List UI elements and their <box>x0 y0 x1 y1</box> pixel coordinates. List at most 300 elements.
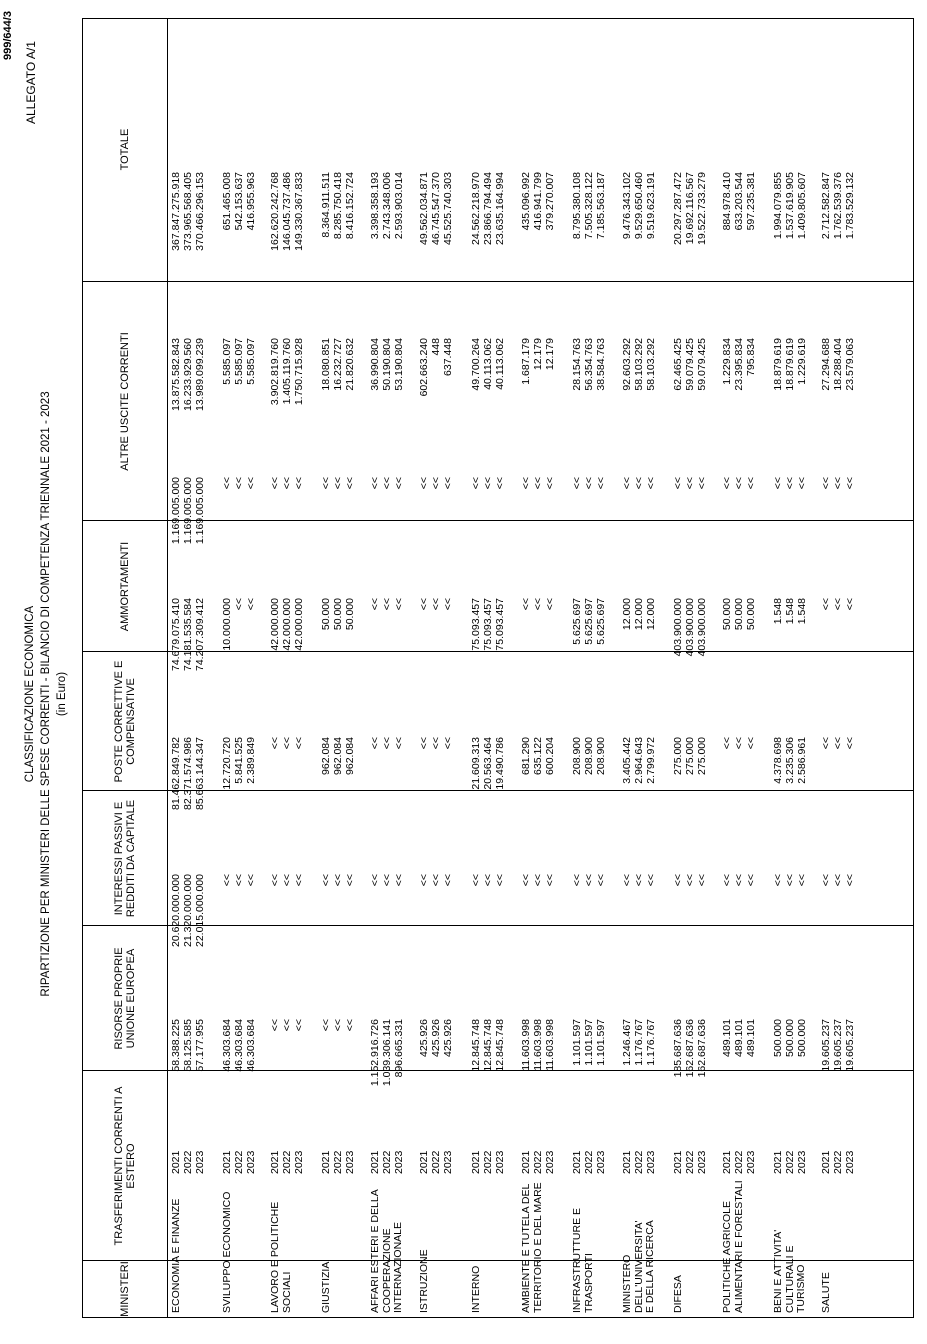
value-cell-interessi: 275.000 <box>683 737 696 775</box>
value-cell-totale: 7.185.563.187 <box>594 172 607 240</box>
value-cell-interessi: 600.204 <box>543 737 556 775</box>
value-cell-risorse-ue: << <box>621 874 633 887</box>
value-cell-altre-uscite: 18.080.851 <box>320 338 332 391</box>
value-cell-totale: 379.270.007 <box>543 172 556 231</box>
value-cell-poste-correttive: 5.625.697 <box>594 598 607 645</box>
value-cell-ammortamenti: 1.169.005.000 <box>193 477 206 545</box>
value-cell-risorse-ue: << <box>672 874 684 887</box>
value-cell-interessi: << <box>269 737 281 750</box>
value-cell-interessi: 85.663.144.347 <box>193 737 206 810</box>
ministry-name <box>622 1179 657 1313</box>
value-cell-trasferimenti: 46.303.684 <box>221 1019 233 1072</box>
value-cell-risorse-ue: << <box>232 874 245 887</box>
value-cell-poste-correttive: 42.000.000 <box>280 598 293 651</box>
value-cell-ammortamenti: << <box>820 477 832 490</box>
ministry-name-line: ALIMENTARI E FORESTALI <box>732 1180 745 1313</box>
value-cell-ammortamenti: 1.169.005.000 <box>181 477 194 545</box>
value-cell-interessi: 962.084 <box>331 737 344 775</box>
value-cell-altre-uscite: 53.190.804 <box>392 338 405 391</box>
value-cell-ammortamenti: << <box>493 477 506 490</box>
ministry-name-line: TURISMO <box>795 1264 807 1313</box>
value-cell-altre-uscite: 1.750.715.928 <box>292 338 305 406</box>
year-cell: 2021 <box>269 1150 281 1174</box>
value-cell-risorse-ue: << <box>418 874 430 887</box>
year-cell: 2023 <box>543 1150 556 1174</box>
value-cell-trasferimenti: 11.603.998 <box>543 1019 556 1071</box>
value-cell-trasferimenti: 1.246.467 <box>621 1019 633 1066</box>
value-cell-interessi: 20.563.464 <box>481 737 494 790</box>
year-cell: 2023 <box>244 1150 257 1174</box>
year-cell: 2023 <box>594 1150 607 1174</box>
value-cell-ammortamenti: << <box>543 477 556 490</box>
value-cell-totale: 45.525.740.303 <box>441 172 454 245</box>
value-cell-altre-uscite: 12.179 <box>543 338 556 371</box>
value-cell-altre-uscite: 602.663.240 <box>418 338 430 397</box>
value-cell-ammortamenti: << <box>683 477 696 490</box>
value-cell-poste-correttive: << <box>441 598 454 611</box>
value-cell-interessi: 3.235.306 <box>783 737 796 784</box>
value-cell-poste-correttive: 74.207.309.412 <box>193 598 206 671</box>
value-cell-altre-uscite: 92.603.292 <box>621 338 633 391</box>
ministry-name <box>673 1179 685 1313</box>
value-cell-interessi: 962.084 <box>320 737 332 775</box>
value-cell-interessi: 208.900 <box>571 737 583 775</box>
value-cell-altre-uscite: 40.113.062 <box>481 338 494 390</box>
value-cell-altre-uscite: 40.113.062 <box>493 338 506 390</box>
value-cell-risorse-ue: << <box>392 874 405 887</box>
value-cell-poste-correttive: 50.000 <box>732 598 745 631</box>
value-cell-altre-uscite: 62.465.425 <box>672 338 684 391</box>
ministry-name <box>821 1179 833 1313</box>
value-cell-ammortamenti: << <box>783 477 796 490</box>
ministry-name <box>321 1179 333 1313</box>
value-cell-interessi: << <box>429 737 442 750</box>
ministry-name-line: POLITICHE AGRICOLE <box>721 1200 733 1313</box>
ministry-name <box>270 1179 293 1313</box>
value-cell-altre-uscite: 23.579.063 <box>843 338 856 391</box>
ministry-name <box>521 1179 544 1313</box>
value-cell-interessi: << <box>392 737 405 750</box>
value-cell-ammortamenti: << <box>772 477 784 490</box>
value-cell-trasferimenti: 489.101 <box>744 1019 757 1057</box>
value-cell-totale: 19.522.733.279 <box>695 172 708 245</box>
year-cell: 2022 <box>632 1150 645 1174</box>
value-cell-altre-uscite: 58.103.292 <box>644 338 657 391</box>
value-cell-altre-uscite: 1.229.619 <box>795 338 808 385</box>
year-cell: 2022 <box>232 1150 245 1174</box>
column-header-poste-correttive: POSTE CORRETTIVE E COMPENSATIVE <box>113 660 137 783</box>
value-cell-altre-uscite: 18.879.619 <box>772 338 784 391</box>
year-cell: 2023 <box>843 1150 856 1174</box>
value-cell-ammortamenti: << <box>672 477 684 490</box>
ministry-name <box>572 1179 595 1313</box>
value-cell-poste-correttive: << <box>543 598 556 611</box>
value-cell-trasferimenti: 1.176.767 <box>644 1019 657 1066</box>
value-cell-altre-uscite: 49.700.264 <box>470 338 482 391</box>
value-cell-risorse-ue: << <box>292 874 305 887</box>
value-cell-interessi: 21.609.313 <box>470 737 482 790</box>
value-cell-altre-uscite: 5.585.097 <box>232 338 245 385</box>
value-cell-trasferimenti: 1.101.597 <box>571 1019 583 1066</box>
value-cell-altre-uscite: 21.820.632 <box>343 338 356 391</box>
column-header-totale: TOTALE <box>119 128 131 171</box>
value-cell-poste-correttive: 42.000.000 <box>269 598 281 651</box>
ministry-name-line: INFRASTRUTTURE E <box>571 1208 583 1313</box>
value-cell-trasferimenti: 500.000 <box>772 1019 784 1057</box>
year-cell: 2021 <box>672 1150 684 1174</box>
value-cell-trasferimenti: 12.845.748 <box>470 1019 482 1072</box>
value-cell-poste-correttive: 50.000 <box>744 598 757 631</box>
value-cell-interessi: << <box>441 737 454 750</box>
year-cell: 2022 <box>481 1150 494 1174</box>
ministry-name-line: MINISTERO DELL'UNIVERSITA' <box>621 1220 645 1313</box>
year-cell: 2022 <box>181 1150 194 1174</box>
value-cell-altre-uscite: 28.154.763 <box>571 338 583 391</box>
year-cell: 2021 <box>820 1150 832 1174</box>
value-cell-totale: 633.203.544 <box>732 172 745 231</box>
year-cell: 2022 <box>531 1150 544 1174</box>
value-cell-interessi: 681.290 <box>520 737 532 775</box>
value-cell-poste-correttive: << <box>244 598 257 611</box>
value-cell-altre-uscite: 448 <box>429 338 442 356</box>
value-cell-ammortamenti: << <box>280 477 293 490</box>
value-cell-risorse-ue: << <box>221 874 233 887</box>
year-cell: 2021 <box>520 1150 532 1174</box>
value-cell-poste-correttive: << <box>392 598 405 611</box>
value-cell-interessi: 81.462.849.782 <box>170 737 182 810</box>
value-cell-ammortamenti: << <box>695 477 708 490</box>
value-cell-trasferimenti: 46.303.684 <box>244 1019 257 1072</box>
value-cell-risorse-ue: << <box>520 874 532 887</box>
value-cell-totale: 8.416.152.724 <box>343 172 356 240</box>
value-cell-trasferimenti: 57.177.955 <box>193 1019 206 1072</box>
value-cell-trasferimenti: 425.926 <box>441 1019 454 1057</box>
value-cell-trasferimenti: 185.687.636 <box>672 1019 684 1078</box>
column-header-trasferimenti: TRASFERIMENTI CORRENTI A ESTERO <box>113 1086 137 1246</box>
value-cell-ammortamenti: << <box>831 477 844 490</box>
value-cell-risorse-ue: << <box>772 874 784 887</box>
value-cell-trasferimenti: << <box>331 1019 344 1032</box>
value-cell-trasferimenti: << <box>343 1019 356 1032</box>
value-cell-altre-uscite: 36.990.804 <box>369 338 381 391</box>
value-cell-risorse-ue: << <box>470 874 482 887</box>
value-cell-trasferimenti: 162.687.636 <box>695 1019 708 1078</box>
value-cell-poste-correttive: << <box>418 598 430 611</box>
value-cell-poste-correttive: 5.625.697 <box>582 598 595 645</box>
value-cell-poste-correttive: << <box>820 598 832 611</box>
title-line-classification: CLASSIFICAZIONE ECONOMICA <box>24 605 36 783</box>
value-cell-altre-uscite: 13.875.582.843 <box>170 338 182 411</box>
value-cell-trasferimenti: 162.687.636 <box>683 1019 696 1078</box>
value-cell-ammortamenti: << <box>429 477 442 490</box>
value-cell-risorse-ue: << <box>732 874 745 887</box>
value-cell-interessi: 2.799.972 <box>644 737 657 784</box>
value-cell-totale: 46.745.547.370 <box>429 172 442 245</box>
value-cell-totale: 416.955.963 <box>244 172 257 231</box>
year-cell: 2022 <box>280 1150 293 1174</box>
value-cell-ammortamenti: << <box>392 477 405 490</box>
value-cell-trasferimenti: 489.101 <box>732 1019 745 1057</box>
value-cell-interessi: << <box>380 737 393 750</box>
value-cell-totale: 49.562.034.871 <box>418 172 430 245</box>
value-cell-trasferimenti: 19.605.237 <box>831 1019 844 1072</box>
value-cell-totale: 2.593.903.014 <box>392 172 405 240</box>
value-cell-totale: 597.235.381 <box>744 172 757 231</box>
value-cell-ammortamenti: << <box>795 477 808 490</box>
value-cell-risorse-ue: << <box>683 874 696 887</box>
year-cell: 2021 <box>470 1150 482 1174</box>
ministry-name-line: INTERNAZIONALE <box>392 1221 404 1313</box>
value-cell-trasferimenti: 58.125.585 <box>181 1019 194 1072</box>
value-cell-interessi: 275.000 <box>672 737 684 775</box>
value-cell-risorse-ue: 22.015.000.000 <box>193 874 206 947</box>
value-cell-trasferimenti: 12.845.748 <box>493 1019 506 1072</box>
value-cell-risorse-ue: << <box>594 874 607 887</box>
value-cell-risorse-ue: << <box>244 874 257 887</box>
value-cell-interessi: << <box>369 737 381 750</box>
ministry-name-line: LAVORO E POLITICHE SOCIALI <box>269 1201 293 1313</box>
value-cell-risorse-ue: 20.620.000.000 <box>170 874 182 947</box>
value-cell-ammortamenti: << <box>331 477 344 490</box>
value-cell-interessi: << <box>744 737 757 750</box>
value-cell-interessi: 2.964.643 <box>632 737 645 784</box>
document-title <box>22 194 70 1194</box>
value-cell-ammortamenti: << <box>292 477 305 490</box>
value-cell-totale: 146.045.737.486 <box>280 172 293 251</box>
value-cell-totale: 162.620.242.768 <box>269 172 281 251</box>
value-cell-altre-uscite: 18.879.619 <box>783 338 796 391</box>
value-cell-trasferimenti: 46.303.684 <box>232 1019 245 1072</box>
value-cell-altre-uscite: 3.902.819.760 <box>269 338 281 406</box>
value-cell-poste-correttive: 5.625.697 <box>571 598 583 645</box>
value-cell-totale: 23.635.164.994 <box>493 172 506 245</box>
ministry-name <box>171 1179 183 1313</box>
value-cell-interessi: 275.000 <box>695 737 708 775</box>
value-cell-poste-correttive: 50.000 <box>343 598 356 631</box>
value-cell-risorse-ue: << <box>543 874 556 887</box>
ministry-name <box>370 1179 405 1313</box>
value-cell-interessi: << <box>418 737 430 750</box>
value-cell-totale: 149.330.367.833 <box>292 172 305 251</box>
value-cell-poste-correttive: 1.548 <box>795 598 808 625</box>
value-cell-interessi: << <box>843 737 856 750</box>
value-cell-totale: 7.505.328.122 <box>582 172 595 240</box>
ministry-name <box>773 1179 808 1313</box>
value-cell-ammortamenti: << <box>441 477 454 490</box>
value-cell-trasferimenti: << <box>320 1019 332 1032</box>
value-cell-ammortamenti: << <box>232 477 245 490</box>
value-cell-ammortamenti: 1.169.005.000 <box>170 477 182 545</box>
value-cell-trasferimenti: 500.000 <box>783 1019 796 1057</box>
page-code: 999/644/3 <box>2 11 14 60</box>
value-cell-interessi: 4.378.698 <box>772 737 784 784</box>
value-cell-trasferimenti: 19.605.237 <box>843 1019 856 1072</box>
value-cell-totale: 651.465.008 <box>221 172 233 231</box>
value-cell-risorse-ue: << <box>571 874 583 887</box>
value-cell-totale: 23.866.794.494 <box>481 172 494 245</box>
value-cell-trasferimenti: 1.176.767 <box>632 1019 645 1066</box>
year-cell: 2022 <box>331 1150 344 1174</box>
value-cell-totale: 1.783.529.132 <box>843 172 856 240</box>
value-cell-totale: 373.965.568.405 <box>181 172 194 251</box>
value-cell-altre-uscite: 23.395.834 <box>732 338 745 391</box>
value-cell-altre-uscite: 5.585.097 <box>244 338 257 385</box>
ministry-name-line: TERRITORIO E DEL MARE <box>531 1182 544 1313</box>
value-cell-ammortamenti: << <box>732 477 745 490</box>
value-cell-ammortamenti: << <box>244 477 257 490</box>
year-cell: 2023 <box>744 1150 757 1174</box>
value-cell-trasferimenti: 1.101.597 <box>594 1019 607 1066</box>
value-cell-altre-uscite: 637.448 <box>441 338 454 376</box>
value-cell-totale: 8.285.750.418 <box>331 172 344 240</box>
value-cell-altre-uscite: 16.232.727 <box>331 338 344 391</box>
year-cell: 2021 <box>772 1150 784 1174</box>
ministry-name-line: E DELLA RICERCA <box>644 1220 656 1313</box>
ministry-name-line: DIFESA <box>672 1275 684 1313</box>
value-cell-interessi: 2.586.961 <box>795 737 808 784</box>
year-cell: 2021 <box>320 1150 332 1174</box>
value-cell-risorse-ue: << <box>320 874 332 887</box>
value-cell-interessi: 19.490.786 <box>493 737 506 790</box>
value-cell-totale: 416.941.799 <box>531 172 544 231</box>
annex-label: ALLEGATO A/1 <box>24 41 38 124</box>
ministry-name-line: AMBIENTE E TUTELA DEL <box>520 1183 532 1313</box>
value-cell-risorse-ue: << <box>783 874 796 887</box>
value-cell-ammortamenti: << <box>571 477 583 490</box>
value-cell-poste-correttive: << <box>520 598 532 611</box>
value-cell-totale: 8.364.911.511 <box>320 172 332 238</box>
year-cell: 2023 <box>392 1150 405 1174</box>
value-cell-risorse-ue: << <box>721 874 733 887</box>
value-cell-poste-correttive: << <box>232 598 245 611</box>
year-cell: 2021 <box>721 1150 733 1174</box>
value-cell-trasferimenti: << <box>280 1019 293 1032</box>
column-header-altre-uscite: ALTRE USCITE CORRENTI <box>119 332 131 471</box>
year-cell: 2023 <box>292 1150 305 1174</box>
value-cell-poste-correttive: << <box>429 598 442 611</box>
value-cell-totale: 1.994.079.855 <box>772 172 784 240</box>
value-cell-altre-uscite: 16.233.929.560 <box>181 338 194 411</box>
value-cell-risorse-ue: << <box>441 874 454 887</box>
value-cell-interessi: 208.900 <box>582 737 595 775</box>
value-cell-poste-correttive: 403.900.000 <box>683 598 696 657</box>
value-cell-risorse-ue: << <box>820 874 832 887</box>
value-cell-risorse-ue: << <box>632 874 645 887</box>
ministry-name <box>222 1179 234 1313</box>
value-cell-altre-uscite: 27.294.688 <box>820 338 832 391</box>
value-cell-interessi: 208.900 <box>594 737 607 775</box>
value-cell-interessi: 3.405.442 <box>621 737 633 784</box>
value-cell-trasferimenti: 1.039.306.141 <box>380 1019 393 1087</box>
value-cell-poste-correttive: << <box>531 598 544 611</box>
value-cell-altre-uscite: 59.079.425 <box>695 338 708 391</box>
value-cell-altre-uscite: 1.687.179 <box>520 338 532 385</box>
title-line-unit: (in Euro) <box>56 671 68 717</box>
value-cell-altre-uscite: 56.354.763 <box>582 338 595 391</box>
year-cell: 2022 <box>582 1150 595 1174</box>
value-cell-trasferimenti: 500.000 <box>795 1019 808 1057</box>
value-cell-trasferimenti: 58.388.225 <box>170 1019 182 1072</box>
ministry-name-line: COOPERAZIONE <box>380 1228 393 1313</box>
value-cell-altre-uscite: 38.584.763 <box>594 338 607 391</box>
value-cell-totale: 1.762.539.376 <box>831 172 844 240</box>
value-cell-poste-correttive: 403.900.000 <box>672 598 684 657</box>
value-cell-poste-correttive: 1.548 <box>783 598 796 625</box>
value-cell-trasferimenti: 1.152.916.726 <box>369 1019 381 1087</box>
value-cell-risorse-ue: << <box>481 874 494 887</box>
value-cell-ammortamenti: << <box>594 477 607 490</box>
value-cell-ammortamenti: << <box>644 477 657 490</box>
value-cell-altre-uscite: 18.288.404 <box>831 338 844 391</box>
value-cell-ammortamenti: << <box>843 477 856 490</box>
value-cell-risorse-ue: << <box>531 874 544 887</box>
value-cell-poste-correttive: 75.093.457 <box>470 598 482 651</box>
value-cell-risorse-ue: << <box>582 874 595 887</box>
ministry-name-line: ECONOMIA E FINANZE <box>170 1198 182 1313</box>
year-cell: 2023 <box>441 1150 454 1174</box>
value-cell-interessi: << <box>820 737 832 750</box>
value-cell-interessi: 635.122 <box>531 737 544 775</box>
value-cell-ammortamenti: << <box>582 477 595 490</box>
value-cell-poste-correttive: 12.000 <box>644 598 657 631</box>
value-cell-ammortamenti: << <box>418 477 430 490</box>
value-cell-trasferimenti: 11.603.998 <box>531 1019 544 1071</box>
year-cell: 2022 <box>783 1150 796 1174</box>
value-cell-poste-correttive: << <box>369 598 381 611</box>
value-cell-altre-uscite: 50.190.804 <box>380 338 393 391</box>
value-cell-poste-correttive: 1.548 <box>772 598 784 625</box>
value-cell-poste-correttive: 75.093.457 <box>481 598 494 651</box>
value-cell-totale: 9.519.623.191 <box>644 172 657 240</box>
value-cell-ammortamenti: << <box>320 477 332 490</box>
year-cell: 2023 <box>695 1150 708 1174</box>
value-cell-ammortamenti: << <box>221 477 233 490</box>
year-cell: 2022 <box>683 1150 696 1174</box>
value-cell-risorse-ue: << <box>429 874 442 887</box>
year-cell: 2021 <box>418 1150 430 1174</box>
value-cell-totale: 370.466.296.153 <box>193 172 206 251</box>
ministry-name <box>722 1179 745 1313</box>
ministry-name <box>419 1179 431 1313</box>
value-cell-altre-uscite: 1.229.834 <box>721 338 733 385</box>
value-cell-altre-uscite: 59.079.425 <box>683 338 696 391</box>
value-cell-risorse-ue: << <box>795 874 808 887</box>
header-divider <box>167 19 168 1317</box>
value-cell-ammortamenti: << <box>470 477 482 490</box>
value-cell-poste-correttive: 75.093.457 <box>493 598 506 651</box>
value-cell-trasferimenti: 425.926 <box>418 1019 430 1057</box>
value-cell-totale: 1.409.805.607 <box>795 172 808 240</box>
value-cell-interessi: << <box>292 737 305 750</box>
value-cell-poste-correttive: 50.000 <box>320 598 332 631</box>
year-cell: 2023 <box>493 1150 506 1174</box>
value-cell-altre-uscite: 58.103.292 <box>632 338 645 391</box>
ministry-name-line: SALUTE <box>820 1272 832 1313</box>
value-cell-poste-correttive: << <box>380 598 393 611</box>
value-cell-trasferimenti: << <box>292 1019 305 1032</box>
value-cell-ammortamenti: << <box>531 477 544 490</box>
value-cell-totale: 24.562.218.970 <box>470 172 482 245</box>
ministry-name-line: AFFARI ESTERI E DELLA <box>369 1189 381 1313</box>
value-cell-trasferimenti: 896.665.331 <box>392 1019 405 1078</box>
value-cell-poste-correttive: 74.181.535.584 <box>181 598 194 671</box>
year-cell: 2023 <box>193 1150 206 1174</box>
ministry-name-line: INTERNO <box>470 1265 482 1313</box>
column-header-ministeri: MINISTERI <box>119 1261 131 1317</box>
value-cell-interessi: 5.841.525 <box>232 737 245 784</box>
value-cell-poste-correttive: 50.000 <box>331 598 344 631</box>
ministry-name-line: GIUSTIZIA <box>320 1261 332 1313</box>
